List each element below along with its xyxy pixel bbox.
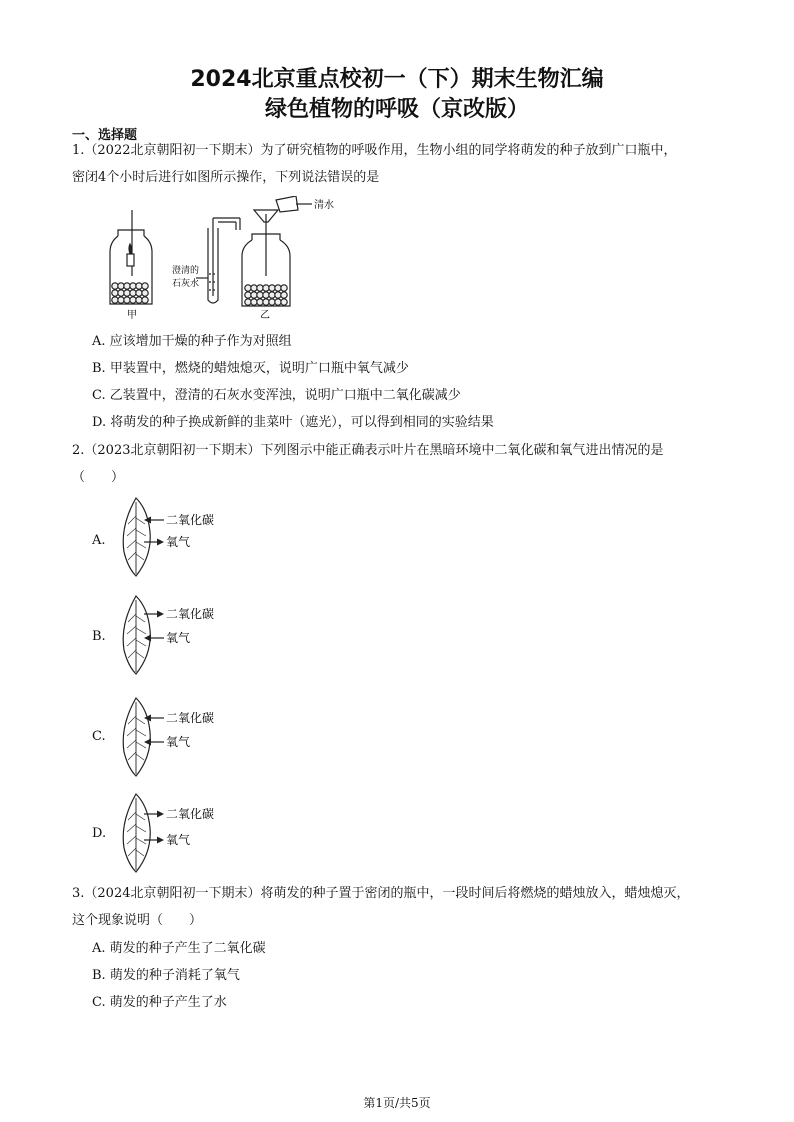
q1-option-d[interactable]: D. 将萌发的种子换成新鲜的韭菜叶（遮光），可以得到相同的实验结果 — [92, 415, 494, 430]
q1-stem-line1: 1.（2022北京朝阳初一下期末）为了研究植物的呼吸作用，生物小组的同学将萌发的种子放到广口瓶中， — [72, 143, 677, 158]
q3-option-c[interactable]: C. 萌发的种子产生了水 — [92, 995, 227, 1010]
page-footer: 第1页/共5页 — [363, 1096, 431, 1110]
jar-yi — [242, 196, 312, 306]
q1-option-c[interactable]: C. 乙装置中，澄清的石灰水变浑浊，说明广口瓶中二氧化碳减少 — [92, 388, 461, 403]
q2-stem-line2: （ ） — [72, 470, 125, 485]
label-jia: 甲 — [127, 310, 137, 321]
q1-option-a[interactable]: A. 应该增加干燥的种子作为对照组 — [92, 334, 292, 349]
section-heading: 一、选择题 — [72, 128, 138, 143]
q3-option-b[interactable]: B. 萌发的种子消耗了氧气 — [92, 968, 240, 983]
label-co2: 二氧化碳 — [166, 513, 215, 527]
label-o2: 氧气 — [166, 833, 191, 847]
q2-option-d-label[interactable]: D. — [92, 826, 107, 841]
q2-option-c-label[interactable]: C. — [92, 729, 106, 744]
q2-stem-line1: 2.（2023北京朝阳初一下期末）下列图示中能正确表示叶片在黑暗环境中二氧化碳和氧气进出情况的是 — [72, 443, 664, 458]
label-yi: 乙 — [260, 310, 270, 321]
q2-option-b-label[interactable]: B. — [92, 629, 106, 644]
q2-option-c-leaf-diagram[interactable] — [118, 696, 238, 780]
q2-option-a-label[interactable]: A. — [92, 533, 106, 548]
jar-jia — [110, 210, 152, 304]
q1-option-b[interactable]: B. 甲装置中，燃烧的蜡烛熄灭，说明广口瓶中氧气减少 — [92, 361, 409, 376]
q1-apparatus-figure — [100, 196, 360, 326]
document-title-line1: 2024北京重点校初一（下）期末生物汇编 — [190, 67, 604, 92]
document-title-line2: 绿色植物的呼吸（京改版） — [264, 97, 529, 122]
label-o2: 氧气 — [166, 735, 191, 749]
label-o2: 氧气 — [166, 631, 191, 645]
label-o2: 氧气 — [166, 535, 191, 549]
label-co2: 二氧化碳 — [166, 807, 215, 821]
q1-stem-line2: 密闭4个小时后进行如图所示操作，下列说法错误的是 — [72, 170, 380, 185]
q2-option-a-leaf-diagram[interactable] — [118, 496, 238, 580]
label-co2: 二氧化碳 — [166, 607, 215, 621]
test-tube — [196, 218, 240, 303]
label-limewater-2: 石灰水 — [172, 279, 200, 289]
label-water: 清水 — [314, 200, 334, 211]
q3-stem-line1: 3.（2024北京朝阳初一下期末）将萌发的种子置于密闭的瓶中，一段时间后将燃烧的蜡烛放入，蜡烛熄灭， — [72, 886, 690, 901]
q2-option-d-leaf-diagram[interactable] — [118, 792, 238, 876]
q2-option-b-leaf-diagram[interactable] — [118, 594, 238, 678]
label-co2: 二氧化碳 — [166, 711, 215, 725]
q3-stem-line2: 这个现象说明（ ） — [72, 913, 203, 928]
q3-option-a[interactable]: A. 萌发的种子产生了二氧化碳 — [92, 941, 266, 956]
label-limewater-1: 澄清的 — [172, 266, 200, 276]
